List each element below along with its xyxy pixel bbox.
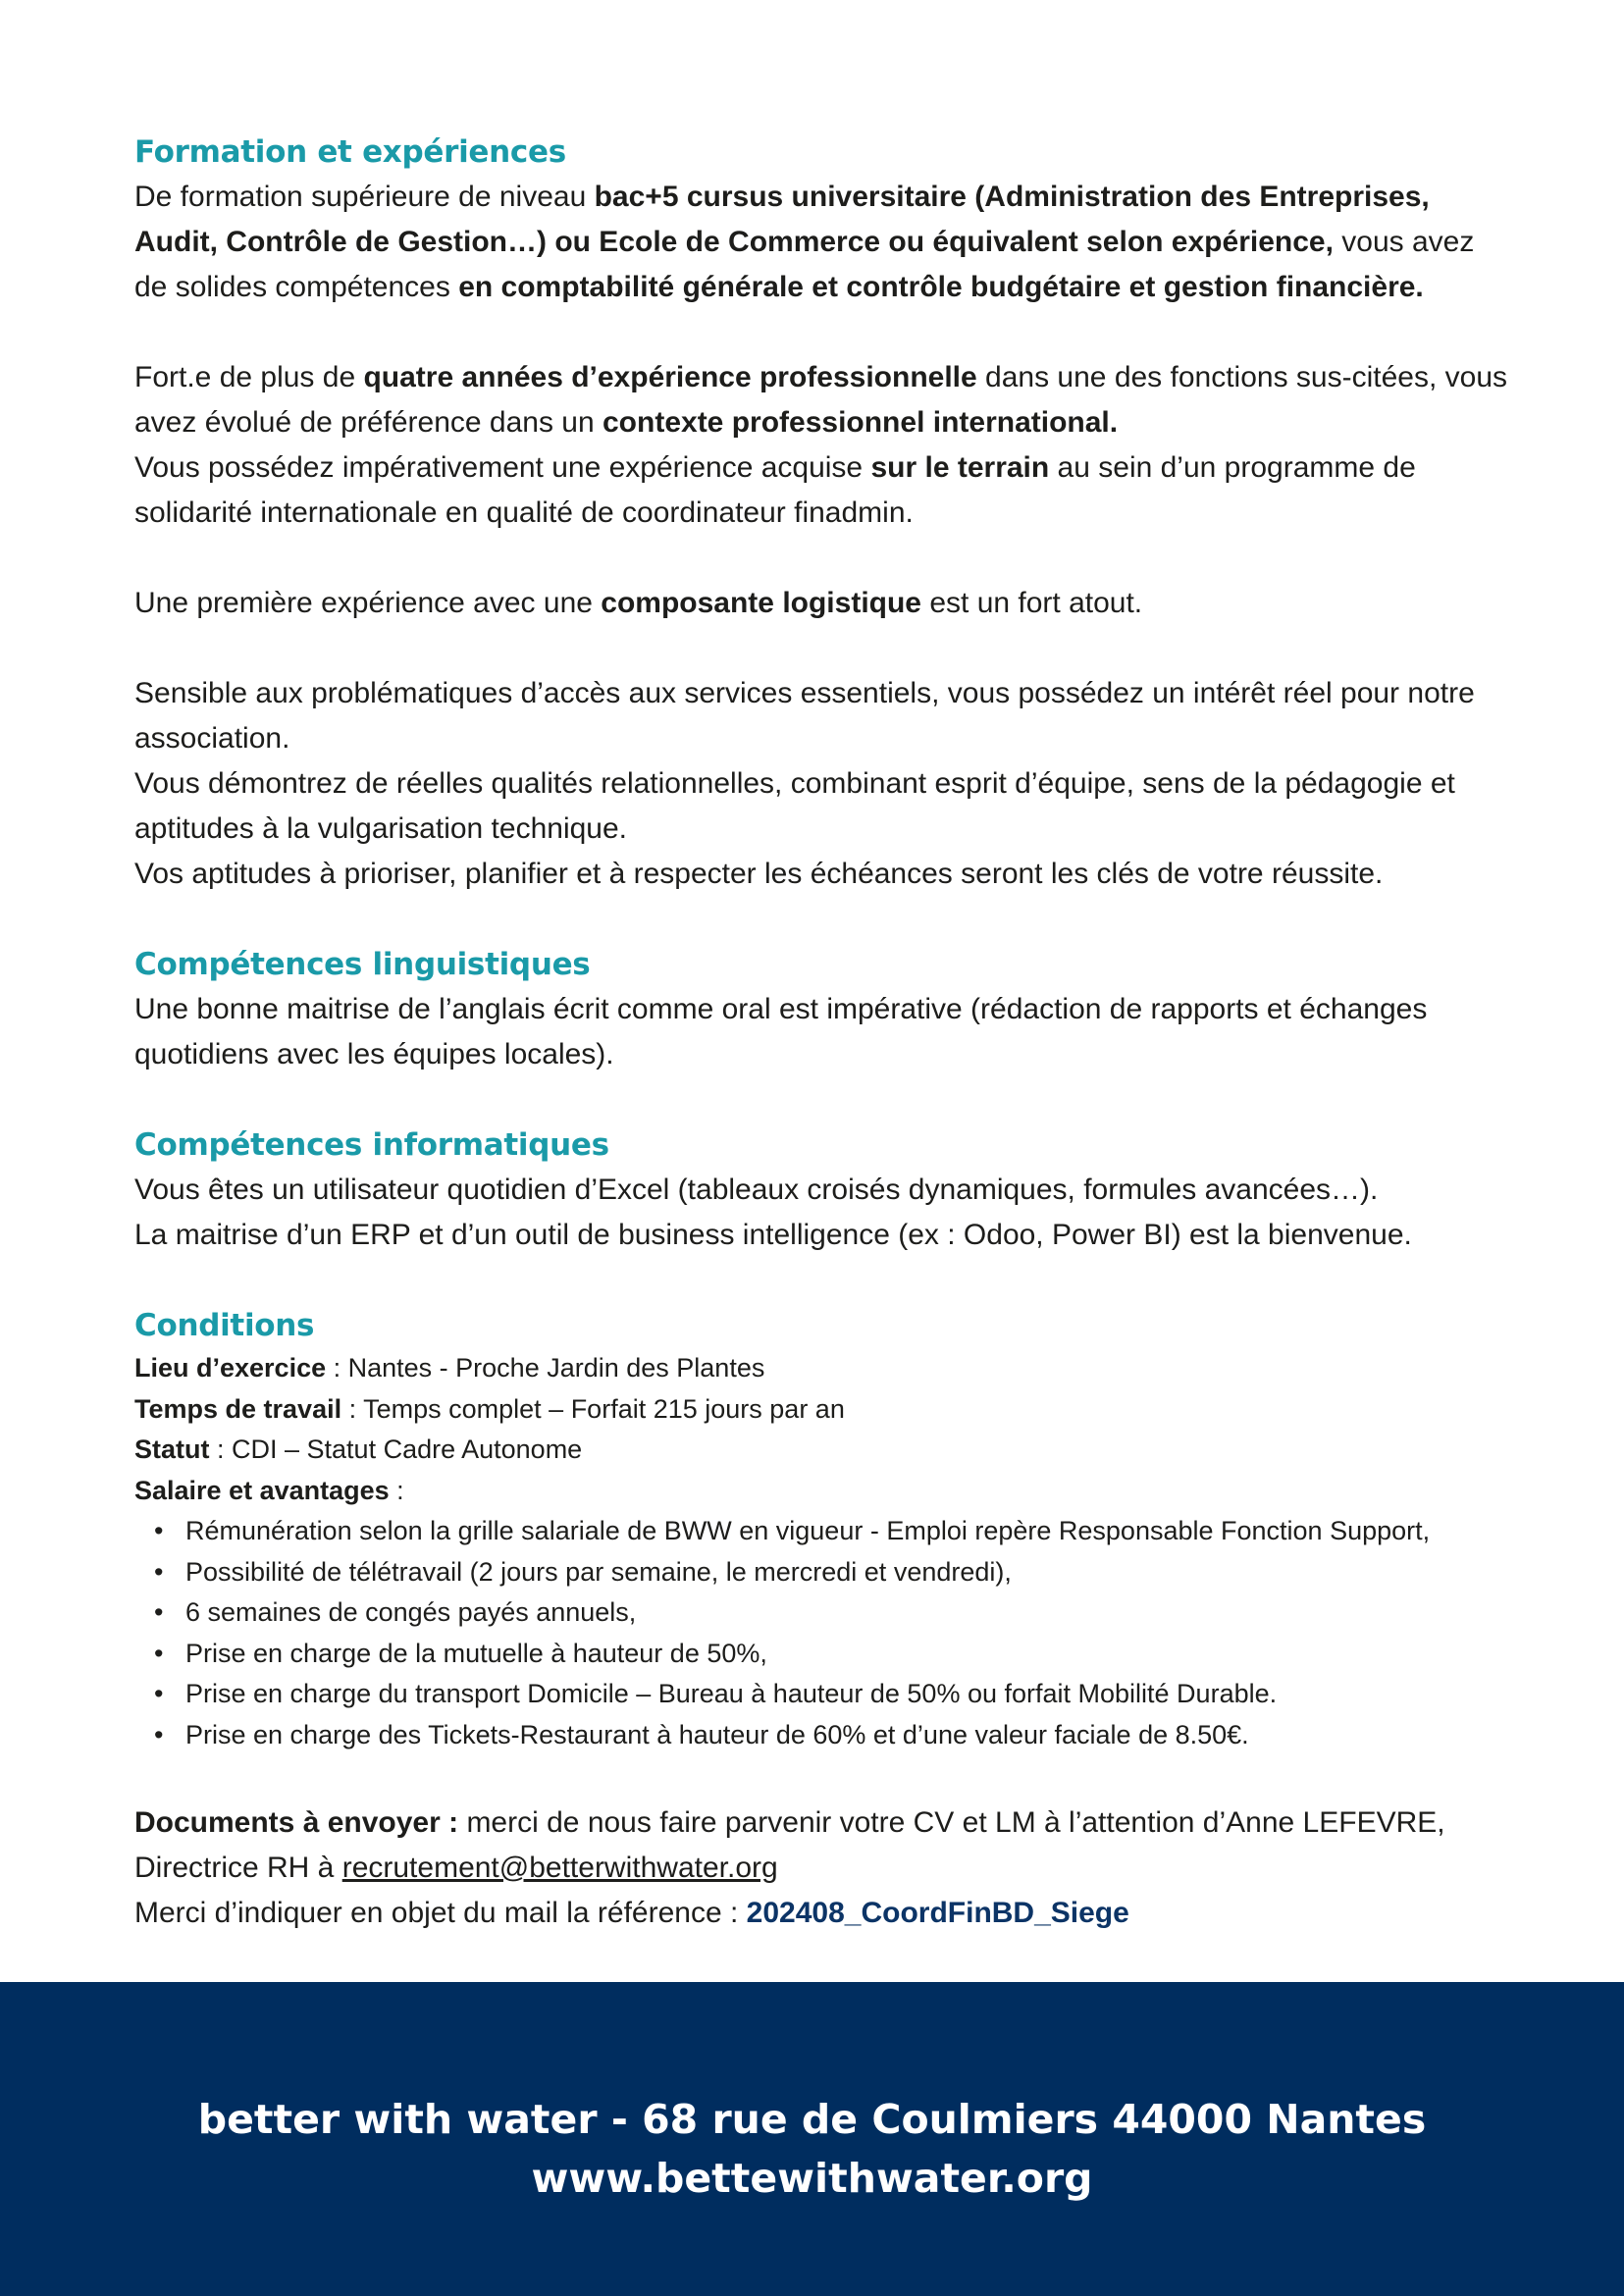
condition-statut-value: : CDI – Statut Cadre Autonome xyxy=(209,1435,583,1464)
bullet-icon: • xyxy=(154,1516,164,1545)
reference-paragraph xyxy=(134,1891,1508,1936)
condition-statut xyxy=(134,1430,1508,1471)
footer-banner xyxy=(0,1982,1624,2296)
formation-paragraph-5: Sensible aux problématiques d’accès aux services essentiels, vous possédez un intérêt réel pour notre association. xyxy=(134,677,1475,755)
list-item: • Prise en charge des Tickets-Restaurant à hauteur de 60% et d’une valeur faciale de 8.50€. xyxy=(134,1715,1508,1756)
list-item: • Prise en charge du transport Domicile – Bureau à hauteur de 50% ou forfait Mobilité Durable. xyxy=(134,1674,1508,1715)
list-item: • Prise en charge de la mutuelle à hauteur de 50%, xyxy=(134,1634,1508,1675)
list-item: • Possibilité de télétravail (2 jours par semaine, le mercredi et vendredi), xyxy=(134,1552,1508,1593)
formation-heading: Formation et expériences xyxy=(134,134,566,170)
condition-statut-label: Statut xyxy=(134,1435,210,1464)
list-item: • 6 semaines de congés payés annuels, xyxy=(134,1592,1508,1634)
email-link[interactable]: recrutement@betterwithwater.org xyxy=(341,1852,778,1884)
condition-salaire-value: : xyxy=(389,1475,404,1505)
condition-lieu xyxy=(134,1348,1508,1389)
bullet-icon: • xyxy=(154,1556,164,1587)
condition-salaire-label: Salaire et avantages xyxy=(134,1475,390,1505)
bullet-icon: • xyxy=(154,1679,164,1708)
bullet-icon: • xyxy=(154,1719,164,1749)
condition-salaire xyxy=(134,1471,1508,1512)
benefits-list xyxy=(134,1511,1508,1755)
formation-paragraph-6: Vous démontrez de réelles qualités relationnelles, combinant esprit d’équipe, sens de la pédagogie et aptitudes à la vulgarisation technique. xyxy=(134,767,1455,845)
formation-paragraph-4: Une première expérience avec une composante logistique est un fort atout. xyxy=(134,587,1143,619)
condition-temps-value: : Temps complet – Forfait 215 jours par an xyxy=(341,1393,845,1424)
condition-lieu-value: : Nantes - Proche Jardin des Plantes xyxy=(326,1353,765,1383)
documents-paragraph xyxy=(134,1800,1508,1891)
documents-label: Documents à envoyer : xyxy=(134,1806,459,1839)
documents-text: merci de nous faire parvenir votre CV et LM à l’attention d’Anne LEFEVRE, Directrice RH à xyxy=(134,1806,1445,1884)
job-offer-content xyxy=(134,130,1508,1936)
condition-temps xyxy=(134,1389,1508,1431)
condition-lieu-label: Lieu d’exercice xyxy=(134,1353,327,1383)
langues-paragraph: Une bonne maitrise de l’anglais écrit comme oral est impérative (rédaction de rapports et échanges quotidiens avec les équipes locales). xyxy=(134,993,1428,1070)
reference-code: 202408_CoordFinBD_Siege xyxy=(746,1897,1129,1929)
bullet-icon: • xyxy=(154,1597,164,1627)
formation-paragraph-1: De formation supérieure de niveau bac+5 cursus universitaire (Administration des Entreprises, Audit, Contrôle de Gestion…) ou Ecole de Commerce ou équivalent selon expérience, vous avez de solides compétences en comptabilité générale et contrôle budgétaire et gestion financière. xyxy=(134,181,1475,303)
formation-paragraph-2: Fort.e de plus de quatre années d’expérience professionnelle dans une des fonctions sus-citées, vous avez évolué de préférence dans un contexte professionnel international. xyxy=(134,361,1508,439)
informatique-paragraph-1: Vous êtes un utilisateur quotidien d’Excel (tableaux croisés dynamiques, formules avancées…). xyxy=(134,1174,1379,1206)
informatique-heading: Compétences informatiques xyxy=(134,1127,609,1163)
conditions-heading: Conditions xyxy=(134,1308,315,1343)
footer-address: better with water - 68 rue de Coulmiers 44000 Nantes xyxy=(197,2096,1427,2143)
condition-temps-label: Temps de travail xyxy=(134,1393,342,1424)
formation-paragraph-3: Vous possédez impérativement une expérience acquise sur le terrain au sein d’un programme de solidarité internationale en qualité de coordinateur finadmin. xyxy=(134,451,1416,529)
formation-paragraph-7: Vos aptitudes à prioriser, planifier et à respecter les échéances seront les clés de votre réussite. xyxy=(134,858,1384,890)
reference-text: Merci d’indiquer en objet du mail la référence : xyxy=(134,1897,747,1929)
list-item: • Rémunération selon la grille salariale de BWW en vigueur - Emploi repère Responsable Fonction Support, xyxy=(134,1511,1508,1552)
bullet-icon: • xyxy=(154,1638,164,1668)
informatique-paragraph-2: La maitrise d’un ERP et d’un outil de business intelligence (ex : Odoo, Power BI) est la bienvenue. xyxy=(134,1219,1412,1251)
langues-heading: Compétences linguistiques xyxy=(134,947,591,982)
footer-website[interactable]: www.bettewithwater.org xyxy=(531,2155,1093,2202)
